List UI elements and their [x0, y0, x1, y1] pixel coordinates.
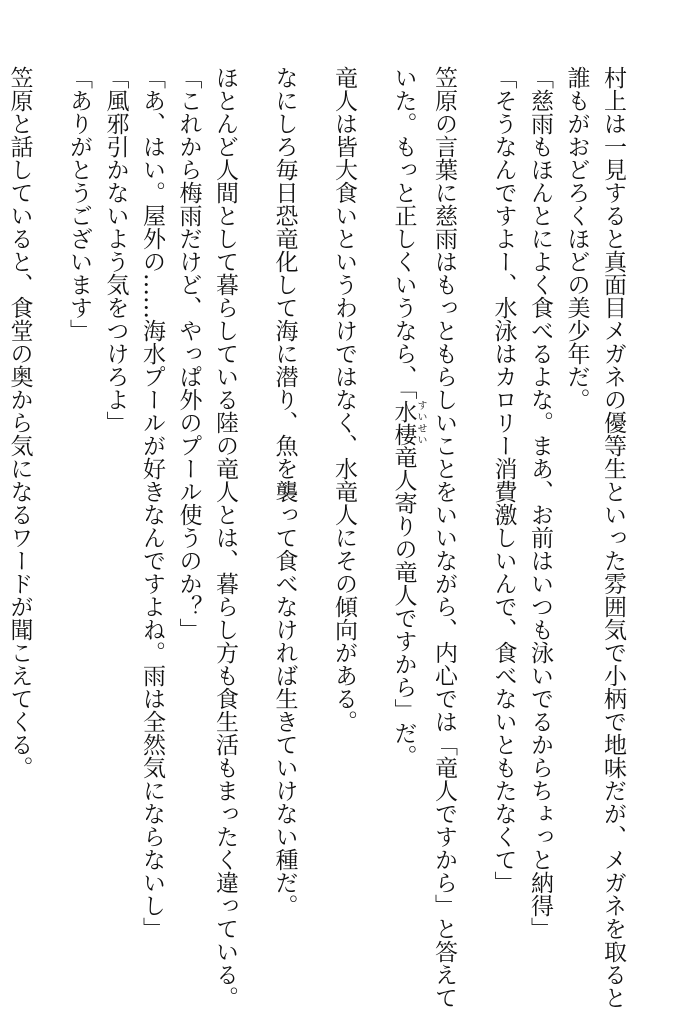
vertical-text-body	[0, 66, 654, 1009]
text-segment: 竜人寄りの竜人ですから」だ。	[390, 445, 417, 768]
text-line	[0, 66, 1, 966]
text-line: 村上は一見すると真面目メガネの優等生といった雰囲気で小柄で地味だが、メガネを取ると	[600, 66, 626, 1009]
text-line: ほとんど人間として暮らしている陸の竜人とは、暮らし方も食生活もまったく違っている。	[212, 66, 238, 1009]
text-line: 「慈雨もほんとによく食べるよな。まあ、お前はいつも泳いでるからちょっと納得」	[527, 66, 553, 940]
text-line: 「そうなんですよー、水泳はカロリー消費激しいんで、食べないともたなくて」	[490, 66, 517, 894]
text-line: 笠原の言葉に慈雨はもっともらしいことをいいながら、内心では「竜人ですから」と答えて	[431, 66, 457, 1009]
text-line: 「風邪引かないよう気をつけろよ」	[102, 66, 129, 434]
text-line: 「ありがとうございます」	[66, 66, 92, 342]
text-segment: いた。もっと正しくいうなら、「	[390, 66, 417, 400]
text-line: 「あ、はい。屋外の……海水プールが好きなんですよね。雨は全然気にならないし」	[139, 66, 165, 940]
text-line: 誰もがおどろくほどの美少年だ。	[563, 66, 590, 411]
text-line: なにしろ毎日恐竜化して海に潜り、魚を襲って食べなければ生きていけない種だ。	[271, 66, 298, 917]
text-line: 笠原と話していると、食堂の奥から気になるワードが聞こえてくる。	[6, 66, 33, 779]
ruby-annotation	[390, 399, 426, 446]
ruby-reading: すいせい	[415, 399, 426, 446]
text-line: 「これから梅雨だけど、やっぱ外のプール使うのか？」	[175, 66, 202, 641]
ruby-base: 水棲	[390, 399, 417, 446]
text-line: 竜人は皆大食いというわけではなく、水竜人にその傾向がある。	[331, 66, 357, 733]
text-line-with-ruby	[385, 66, 426, 966]
